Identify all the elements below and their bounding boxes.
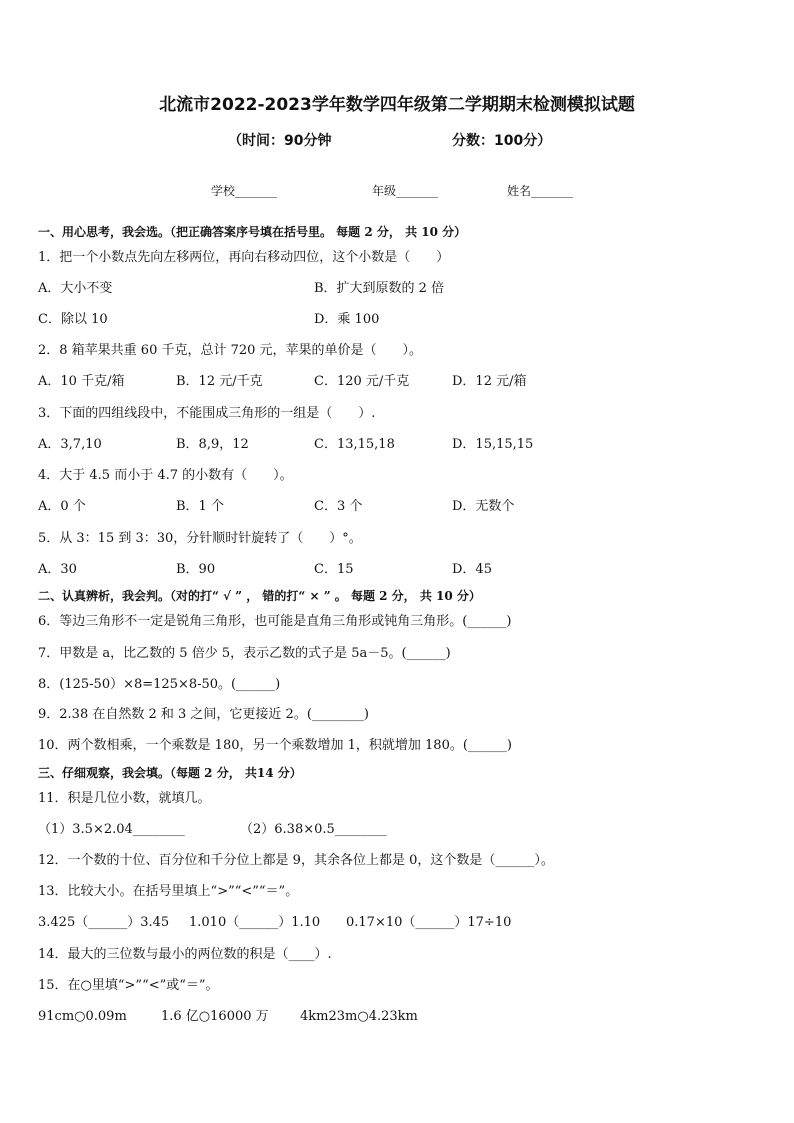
- question-12: 12．一个数的十位、百分位和千分位上都是 9，其余各位上都是 0，这个数是（______）。: [38, 853, 554, 868]
- exam-title: 北流市2022-2023学年数学四年级第二学期期末检测模拟试题: [159, 95, 635, 115]
- name-field: 姓名_______: [507, 184, 574, 198]
- question-6: 6．等边三角形不一定是锐角三角形，也可能是直角三角形或钝角三角形。(______): [38, 614, 512, 629]
- q11-part-1: （1）3.5×2.04________: [38, 822, 185, 837]
- exam-time: （时间：90分钟: [228, 133, 332, 149]
- q2-option-b: B．12 元/千克: [176, 374, 263, 389]
- question-2: 2．8 箱苹果共重 60 千克，总计 720 元，苹果的单价是（ ）。: [38, 343, 423, 358]
- question-10: 10．两个数相乘，一个乘数是 180，另一个乘数增加 1，积就增加 180。(______): [38, 738, 512, 753]
- q13-part-2: 1.010（______）1.10: [189, 915, 321, 930]
- q13-part-1: 3.425（______）3.45: [38, 915, 170, 930]
- school-field: 学校_______: [211, 184, 278, 198]
- exam-score: 分数：100分）: [452, 133, 552, 149]
- question-7: 7．甲数是 a，比乙数的 5 倍少 5，表示乙数的式子是 5a－5。(______): [38, 646, 451, 661]
- q1-option-a: A．大小不变: [38, 281, 113, 296]
- q4-option-a: A．0 个: [38, 499, 86, 514]
- question-9: 9．2.38 在自然数 2 和 3 之间，它更接近 2。(________): [38, 707, 369, 722]
- q5-option-b: B．90: [176, 562, 216, 577]
- q4-option-d: D．无数个: [452, 499, 515, 514]
- question-11: 11．积是几位小数，就填几。: [38, 791, 211, 806]
- q15-part-2: 1.6 亿○16000 万: [161, 1009, 269, 1024]
- question-8: 8．(125-50）×8=125×8-50。(______): [38, 677, 281, 692]
- section-1-heading: 一、用心思考，我会选。（把正确答案序号填在括号里。 每题 2 分， 共 10 分）: [38, 225, 467, 239]
- q1-option-c: C．除以 10: [38, 312, 108, 327]
- section-2-heading: 二、认真辨析，我会判。（对的打“ √ ” ， 错的打“ × ” 。 每题 2 分， 共 10 分）: [38, 589, 481, 603]
- question-5: 5．从 3：15 到 3：30，分针顺时针旋转了（ ）°。: [38, 531, 362, 546]
- q2-option-c: C．120 元/千克: [314, 374, 410, 389]
- q1-option-b: B．扩大到原数的 2 倍: [314, 281, 445, 296]
- q2-option-d: D．12 元/箱: [452, 374, 527, 389]
- question-15: 15．在○里填“>”“<”或“＝”。: [38, 978, 219, 993]
- q3-option-b: B．8,9，12: [176, 437, 249, 452]
- q3-option-c: C．13,15,18: [314, 437, 395, 452]
- q4-option-b: B．1 个: [176, 499, 224, 514]
- question-4: 4．大于 4.5 而小于 4.7 的小数有（ ）。: [38, 468, 293, 483]
- q15-part-3: 4km23m○4.23km: [300, 1009, 418, 1024]
- q11-part-2: （2）6.38×0.5________: [240, 822, 387, 837]
- q3-option-d: D．15,15,15: [452, 437, 534, 452]
- q5-option-c: C．15: [314, 562, 354, 577]
- q3-option-a: A．3,7,10: [38, 437, 102, 452]
- q13-part-3: 0.17×10（______）17÷10: [346, 915, 512, 930]
- q1-option-d: D．乘 100: [314, 312, 380, 327]
- q4-option-c: C．3 个: [314, 499, 363, 514]
- q15-part-1: 91cm○0.09m: [38, 1009, 127, 1024]
- question-1: 1．把一个小数点先向左移两位，再向右移动四位，这个小数是（ ）: [38, 250, 450, 265]
- section-3-heading: 三、仔细观察，我会填。（每题 2 分， 共14 分）: [38, 766, 302, 780]
- q5-option-d: D．45: [452, 562, 492, 577]
- question-3: 3．下面的四组线段中，不能围成三角形的一组是（ ）.: [38, 406, 376, 421]
- question-14: 14．最大的三位数与最小的两位数的积是（____）.: [38, 947, 332, 962]
- question-13: 13．比较大小。在括号里填上“>”“<”“＝”。: [38, 884, 299, 899]
- q5-option-a: A．30: [38, 562, 77, 577]
- q2-option-a: A．10 千克/箱: [38, 374, 125, 389]
- grade-field: 年级_______: [372, 184, 439, 198]
